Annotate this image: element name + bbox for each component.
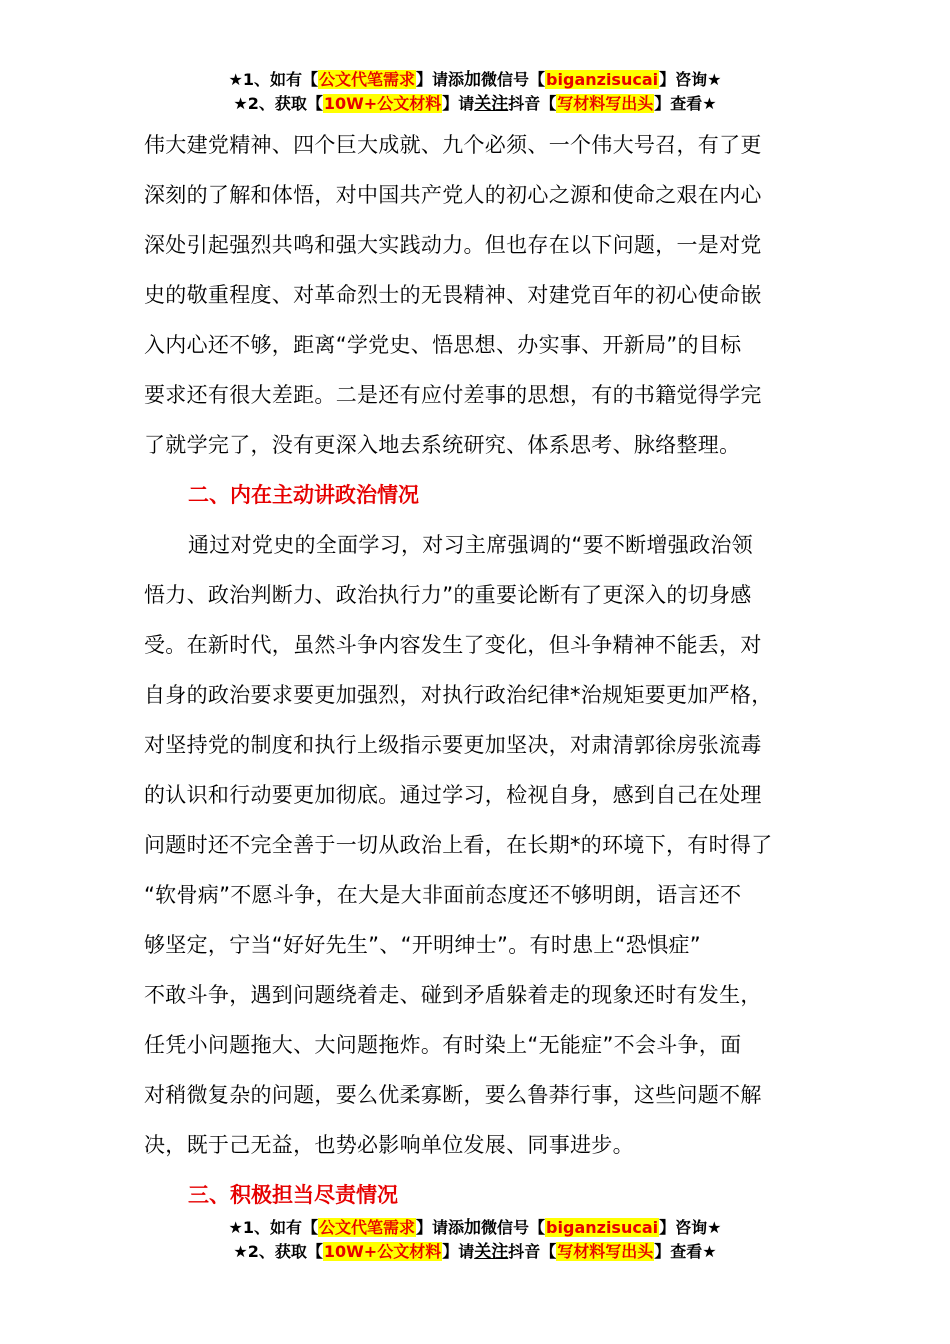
banner-1-highlight-wechat: biganzisucai — [546, 1218, 659, 1237]
banner-2-text-a: 】请 — [442, 94, 475, 113]
paragraph-line: 对坚持党的制度和执行上级指示要更加坚决，对肃清郭徐房张流毒 — [144, 733, 762, 757]
paragraph-1 — [144, 120, 812, 470]
banner-2-text-b: 抖音【 — [508, 94, 557, 113]
banner-1-text-a: 】请添 — [416, 1218, 465, 1237]
banner-2-suffix: 】查看★ — [654, 1242, 717, 1261]
paragraph-line: 的认识和行动要更加彻底。通过学习，检视自身，感到自己在处理 — [144, 783, 762, 807]
paragraph-line: “软骨病”不愿斗争，在大是大非面前态度还不够明朗，语言还不 — [144, 883, 742, 907]
paragraph-line: 自身的政治要求要更加强烈，对执行政治纪律*治规矩要更加严格， — [144, 683, 773, 707]
banner-1-text-big: 加 — [464, 70, 482, 90]
paragraph-line: 史的敬重程度、对革命烈士的无畏精神、对建党百年的初心使命嵌 — [144, 283, 762, 307]
banner-2-highlight-account: 写材料写出头 — [557, 1242, 654, 1261]
banner-2-text-underlined: 关注 — [474, 94, 509, 114]
banner-1-prefix: ★1、如有【 — [228, 70, 318, 89]
banner-line-2 — [0, 92, 950, 116]
banner-1-prefix: ★1、如有【 — [228, 1218, 318, 1237]
paragraph-line: 伟大建党精神、四个巨大成就、九个必须、一个伟大号召，有了更 — [144, 133, 762, 157]
paragraph-line: 受。在新时代，虽然斗争内容发生了变化，但斗争精神不能丢，对 — [144, 633, 762, 657]
banner-2-prefix: ★2、获取【 — [233, 1242, 323, 1261]
paragraph-line: 深处引起强烈共鸣和强大实践动力。但也存在以下问题，一是对党 — [144, 233, 762, 257]
paragraph-line: 悟力、政治判断力、政治执行力”的重要论断有了更深入的切身感 — [144, 583, 752, 607]
banner-1-highlight-service: 公文代笔需求 — [319, 70, 416, 89]
section-heading-2: 二、内在主动讲政治情况 — [188, 483, 419, 507]
paragraph-line: 深刻的了解和体悟，对中国共产党人的初心之源和使命之艰在内心 — [144, 183, 762, 207]
paragraph-line: 了就学完了，没有更深入地去系统研究、体系思考、脉络整理。 — [144, 433, 741, 457]
banner-1-suffix: 】咨询★ — [659, 70, 722, 89]
banner-1-text-a: 】请添 — [416, 70, 465, 89]
banner-1-suffix: 】咨询★ — [659, 1218, 722, 1237]
banner-line-2 — [0, 1240, 950, 1264]
banner-1-highlight-service: 公文代笔需求 — [319, 1218, 416, 1237]
banner-line-1 — [0, 1216, 950, 1240]
paragraph-line: 问题时还不完全善于一切从政治上看，在长期*的环境下，有时得了 — [144, 833, 773, 857]
banner-1-highlight-wechat: biganzisucai — [546, 70, 659, 89]
paragraph-line: 对稍微复杂的问题，要么优柔寡断，要么鲁莽行事，这些问题不解 — [144, 1083, 762, 1107]
top-banner — [0, 68, 950, 116]
paragraph-2 — [144, 520, 812, 1170]
paragraph-line: 够坚定，宁当“好好先生”、“开明绅士”。有时患上“恐惧症” — [144, 933, 701, 957]
document-body — [144, 120, 812, 1220]
paragraph-line: 入内心还不够，距离“学党史、悟思想、办实事、开新局”的目标 — [144, 333, 742, 357]
section-heading-3: 三、积极担当尽责情况 — [188, 1183, 398, 1207]
banner-2-highlight-materials: 10W+公文材料 — [323, 1242, 442, 1261]
banner-2-highlight-account: 写材料写出头 — [557, 94, 654, 113]
paragraph-line: 任凭小问题拖大、大问题拖炸。有时染上“无能症”不会斗争，面 — [144, 1033, 742, 1057]
banner-1-text-b: 微信号【 — [481, 70, 546, 89]
banner-1-text-b: 微信号【 — [481, 1218, 546, 1237]
paragraph-line: 要求还有很大差距。二是还有应付差事的思想，有的书籍觉得学完 — [144, 383, 762, 407]
paragraph-line: 不敢斗争，遇到问题绕着走、碰到矛盾躲着走的现象还时有发生， — [144, 983, 762, 1007]
banner-2-prefix: ★2、获取【 — [233, 94, 323, 113]
banner-1-text-big: 加 — [464, 1218, 482, 1238]
banner-2-text-underlined: 关注 — [474, 1242, 509, 1262]
banner-2-text-a: 】请 — [442, 1242, 475, 1261]
paragraph-line: 通过对党史的全面学习，对习主席强调的“要不断增强政治领 — [188, 533, 753, 557]
banner-line-1 — [0, 68, 950, 92]
banner-2-suffix: 】查看★ — [654, 94, 717, 113]
banner-2-text-b: 抖音【 — [508, 1242, 557, 1261]
bottom-banner — [0, 1216, 950, 1264]
paragraph-line: 决，既于己无益，也势必影响单位发展、同事进步。 — [144, 1133, 634, 1157]
banner-2-highlight-materials: 10W+公文材料 — [323, 94, 442, 113]
